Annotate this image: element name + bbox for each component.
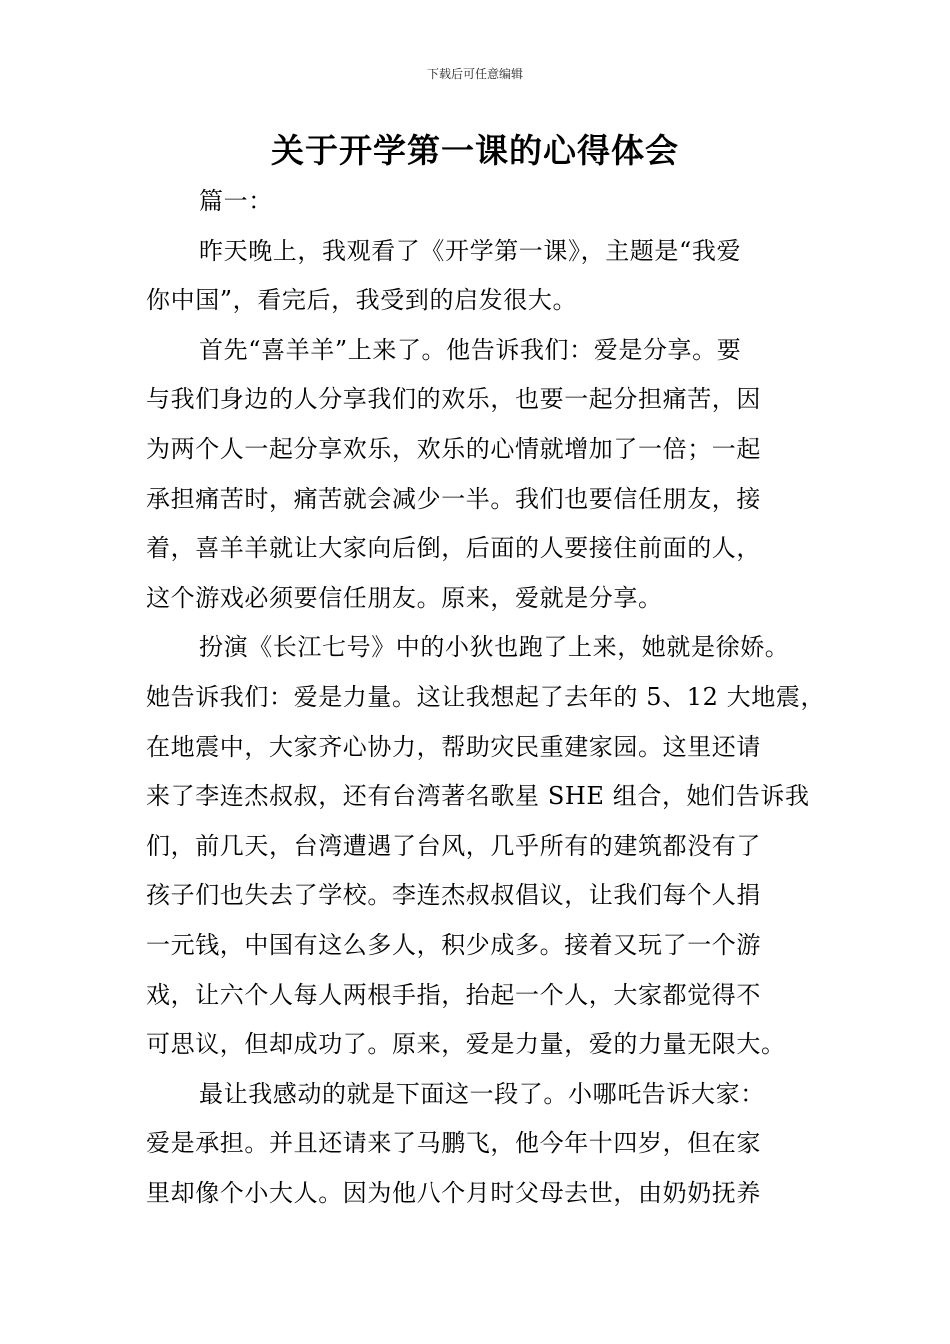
text-line: 她告诉我们：爱是力量。这让我想起了去年的 5、12 大地震， <box>146 682 826 711</box>
text-line: 可思议，但却成功了。原来，爱是力量，爱的力量无限大。 <box>146 1030 786 1059</box>
text-line: 篇一： <box>199 187 273 215</box>
text-line: 着，喜羊羊就让大家向后倒，后面的人要接住前面的人， <box>146 534 761 563</box>
text-line: 与我们身边的人分享我们的欢乐，也要一起分担痛苦，因 <box>146 385 761 414</box>
text-line: 里却像个小大人。因为他八个月时父母去世，由奶奶抚养 <box>146 1178 761 1207</box>
text-line: 为两个人一起分享欢乐，欢乐的心情就增加了一倍；一起 <box>146 434 761 463</box>
page-header-note: 下载后可任意编辑 <box>426 67 523 81</box>
text-line: 你中国”，看完后，我受到的启发很大。 <box>146 286 578 315</box>
document-body <box>146 182 836 1223</box>
text-line: 扮演《长江七号》中的小狄也跑了上来，她就是徐娇。 <box>199 633 790 662</box>
text-line: 首先“喜羊羊”上来了。他告诉我们：爱是分享。要 <box>199 335 742 364</box>
text-line: 戏，让六个人每人两根手指，抬起一个人，大家都觉得不 <box>146 980 761 1009</box>
text-line: 爱是承担。并且还请来了马鹏飞，他今年十四岁，但在家 <box>146 1129 761 1158</box>
text-line: 来了李连杰叔叔，还有台湾著名歌星 SHE 组合，她们告诉我 <box>146 782 810 811</box>
text-line: 最让我感动的就是下面这一段了。小哪吒告诉大家： <box>199 1079 765 1108</box>
text-line: 孩子们也失去了学校。李连杰叔叔倡议，让我们每个人捐 <box>146 881 761 910</box>
text-line: 这个游戏必须要信任朋友。原来，爱就是分享。 <box>146 583 663 612</box>
text-line: 们，前几天，台湾遭遇了台风，几乎所有的建筑都没有了 <box>146 831 761 860</box>
text-line: 一元钱，中国有这么多人，积少成多。接着又玩了一个游 <box>146 930 761 959</box>
document-title: 关于开学第一课的心得体会 <box>271 131 679 170</box>
text-line: 昨天晚上，我观看了《开学第一课》，主题是“我爱 <box>199 236 742 265</box>
text-line: 在地震中，大家齐心协力，帮助灾民重建家园。这里还请 <box>146 732 761 761</box>
text-line: 承担痛苦时，痛苦就会减少一半。我们也要信任朋友，接 <box>146 484 761 513</box>
